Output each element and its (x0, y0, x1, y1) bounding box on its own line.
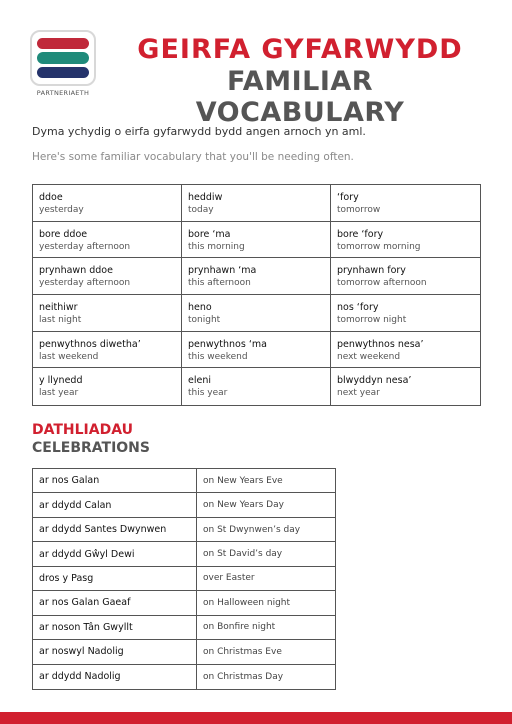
logo-bar-navy (37, 67, 89, 78)
vocab-welsh: penwythnos diwetha’ (39, 338, 141, 350)
vocab-english: tomorrow afternoon (337, 278, 427, 289)
vocab-welsh: penwythnos ‘ma (188, 338, 267, 350)
vocab-english: tomorrow (337, 205, 381, 215)
vocab-english: today (188, 205, 214, 215)
vocab-cell (331, 185, 480, 222)
vocab-english: yesterday afternoon (39, 278, 131, 289)
page-title-english: FAMILIAR VOCABULARY (195, 66, 405, 128)
vocab-welsh: nos ‘fory (337, 302, 379, 313)
vocab-cell (182, 258, 331, 295)
vocab-welsh: heddiw (188, 192, 223, 203)
vocab-cell (33, 258, 182, 295)
celebration-english: on St Dwynwen’s day (197, 518, 335, 542)
logo-text: PARTNERIAETH (36, 89, 90, 97)
vocab-welsh: y llynedd (39, 375, 83, 387)
vocab-welsh: ‘fory (337, 192, 359, 203)
vocab-english: last weekend (39, 351, 99, 362)
celebration-english: on St David’s day (197, 542, 335, 566)
vocab-cell (33, 222, 182, 259)
vocab-english: next weekend (337, 351, 401, 362)
vocab-cell (182, 332, 331, 369)
vocab-english: tomorrow night (337, 315, 407, 325)
vocab-welsh: neithiwr (39, 302, 78, 313)
celebration-welsh: ar ddydd Santes Dwynwen (33, 518, 197, 542)
vocab-cell (33, 368, 182, 405)
celebration-english: on Halloween night (197, 591, 335, 615)
vocab-cell (182, 222, 331, 259)
vocab-cell (182, 295, 331, 332)
vocab-cell (331, 258, 480, 295)
logo-bar-teal (37, 52, 89, 63)
vocab-welsh: prynhawn fory (337, 265, 406, 277)
vocab-english: last year (39, 388, 79, 399)
vocab-english: tonight (188, 315, 221, 325)
vocab-welsh: ddoe (39, 192, 63, 203)
celebration-welsh: ar ddydd Nadolig (33, 665, 197, 689)
logo-badge-icon (30, 30, 96, 86)
partneriaeth-logo (30, 30, 96, 97)
vocab-cell (331, 295, 480, 332)
vocab-english: yesterday (39, 205, 84, 215)
celebration-welsh: ar noson Tân Gwyllt (33, 616, 197, 640)
vocab-cell (331, 332, 480, 369)
celebrations-table (32, 468, 336, 690)
celebration-welsh: ar ddydd Calan (33, 493, 197, 517)
celebration-welsh: ar nos Galan Gaeaf (33, 591, 197, 615)
celebration-english: on Bonfire night (197, 616, 335, 640)
vocab-cell (33, 185, 182, 222)
vocab-welsh: bore ‘fory (337, 228, 384, 240)
vocab-english: yesterday afternoon (39, 241, 131, 252)
celebration-welsh: ar noswyl Nadolig (33, 640, 197, 664)
vocab-english: this morning (188, 241, 245, 252)
vocab-welsh: heno (188, 302, 212, 313)
vocab-welsh: prynhawn ddoe (39, 265, 113, 277)
vocab-cell (33, 332, 182, 369)
intro-english: Here's some familiar vocabulary that you'll be needing often. (32, 151, 354, 163)
celebration-english: on New Years Day (197, 493, 335, 517)
vocab-welsh: prynhawn ‘ma (188, 265, 257, 277)
vocab-english: this year (188, 388, 228, 399)
vocab-cell (182, 368, 331, 405)
vocab-english: this afternoon (188, 278, 251, 289)
intro-welsh: Dyma ychydig o eirfa gyfarwydd bydd angen arnoch yn aml. (32, 125, 366, 138)
vocab-english: this weekend (188, 351, 248, 362)
celebration-english: on New Years Eve (197, 469, 335, 493)
section-heading-welsh: DATHLIADAU (32, 422, 133, 438)
vocab-cell (331, 222, 480, 259)
vocab-cell (331, 368, 480, 405)
vocab-english: next year (337, 388, 380, 399)
vocab-welsh: bore ‘ma (188, 228, 231, 240)
vocab-cell (33, 295, 182, 332)
vocab-welsh: blwyddyn nesa’ (337, 375, 412, 387)
vocab-english: last night (39, 315, 82, 325)
vocab-cell (182, 185, 331, 222)
celebration-welsh: ar nos Galan (33, 469, 197, 493)
vocab-welsh: eleni (188, 375, 211, 387)
celebration-english: over Easter (197, 567, 335, 591)
celebration-english: on Christmas Day (203, 671, 284, 682)
celebration-welsh: ar ddydd Gŵyl Dewi (33, 542, 197, 566)
vocab-english: tomorrow morning (337, 241, 421, 252)
vocabulary-table (32, 184, 481, 406)
celebration-english: on Christmas Eve (197, 640, 335, 664)
footer-bar (0, 712, 512, 724)
vocab-welsh: bore ddoe (39, 228, 88, 240)
vocab-welsh: penwythnos nesa’ (337, 338, 424, 350)
logo-bar-red (37, 38, 89, 49)
page-title-welsh: GEIRFA GYFARWYDD (137, 34, 463, 65)
celebration-welsh: dros y Pasg (33, 567, 197, 591)
section-heading-english: CELEBRATIONS (32, 440, 150, 456)
